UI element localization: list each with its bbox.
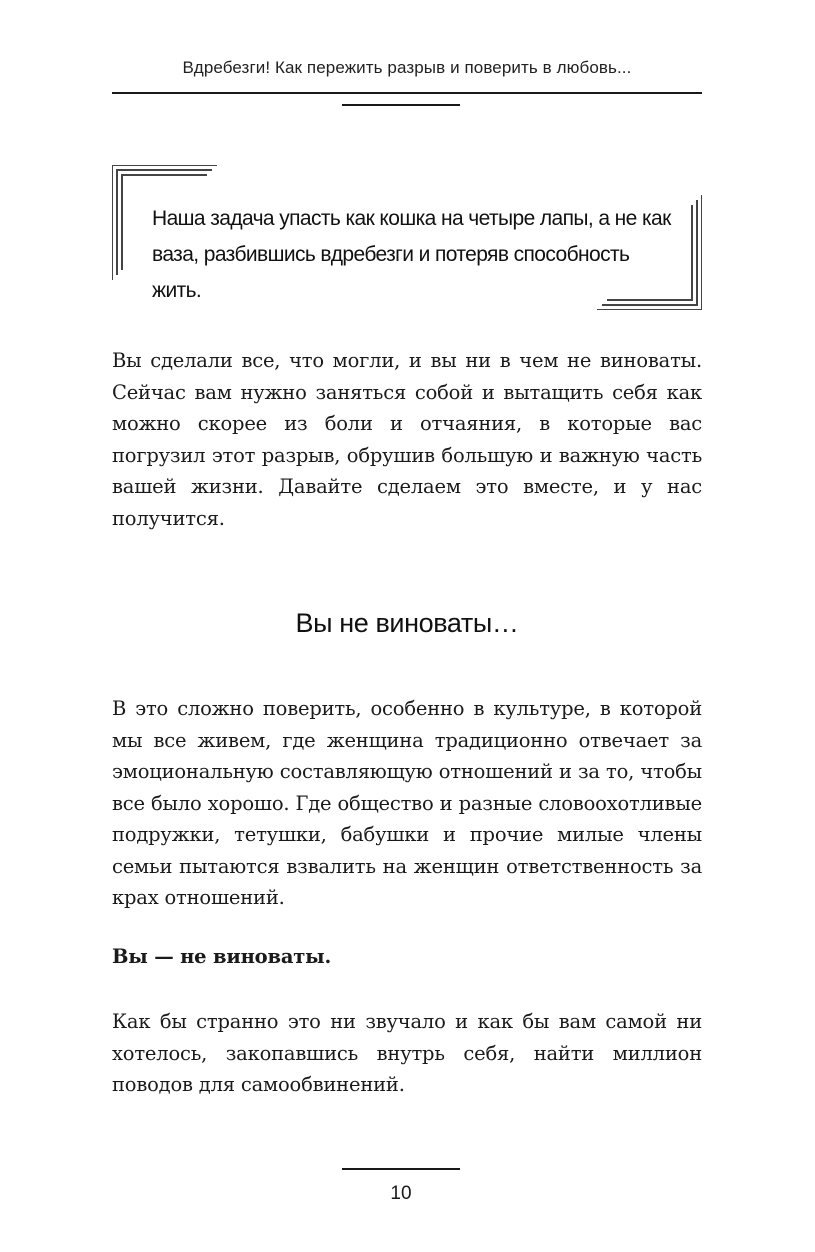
header-short-rule bbox=[342, 104, 460, 106]
body-paragraph-1: Вы сделали все, что могли, и вы ни в чем не виноваты. Сейчас вам нужно заняться собой и вытащить себя как можно скорее из боли и отчаяния, в которые вас погрузил этот разрыв, обрушив большую и важную часть вашей жизни. Давайте сделаем это вместе, и у нас получится. bbox=[112, 349, 702, 530]
pull-quote-box bbox=[112, 165, 702, 310]
body-paragraph-2: В это сложно поверить, особенно в культуре, в которой мы все живем, где женщина традиционно отвечает за эмоциональную составляющую отношений и за то, чтобы все было хорошо. Где общество и разные словоохотливые подружки, тетушки, бабушки и прочие милые члены семьи пытаются взвалить на женщин ответственность за крах отношений. bbox=[112, 697, 702, 909]
pull-quote-text: Наша задача упасть как кошка на четыре лапы, а не как ваза, разбившись вдребезги и потеряв способность жить. bbox=[152, 207, 671, 302]
page-number: 10 bbox=[390, 1183, 412, 1204]
body-paragraph-3: Как бы странно это ни звучало и как бы вам самой ни хотелось, закопавшись внутрь себя, найти миллион поводов для самообвинений. bbox=[112, 1010, 702, 1096]
emphasis-statement: Вы — не виноваты. bbox=[112, 945, 332, 968]
running-head-title: Вдребезги! Как пережить разрыв и поверить в любовь... bbox=[182, 58, 632, 77]
footer-short-rule bbox=[342, 1168, 460, 1170]
header-rule bbox=[112, 92, 702, 94]
section-heading: Вы не виноваты… bbox=[295, 608, 519, 638]
